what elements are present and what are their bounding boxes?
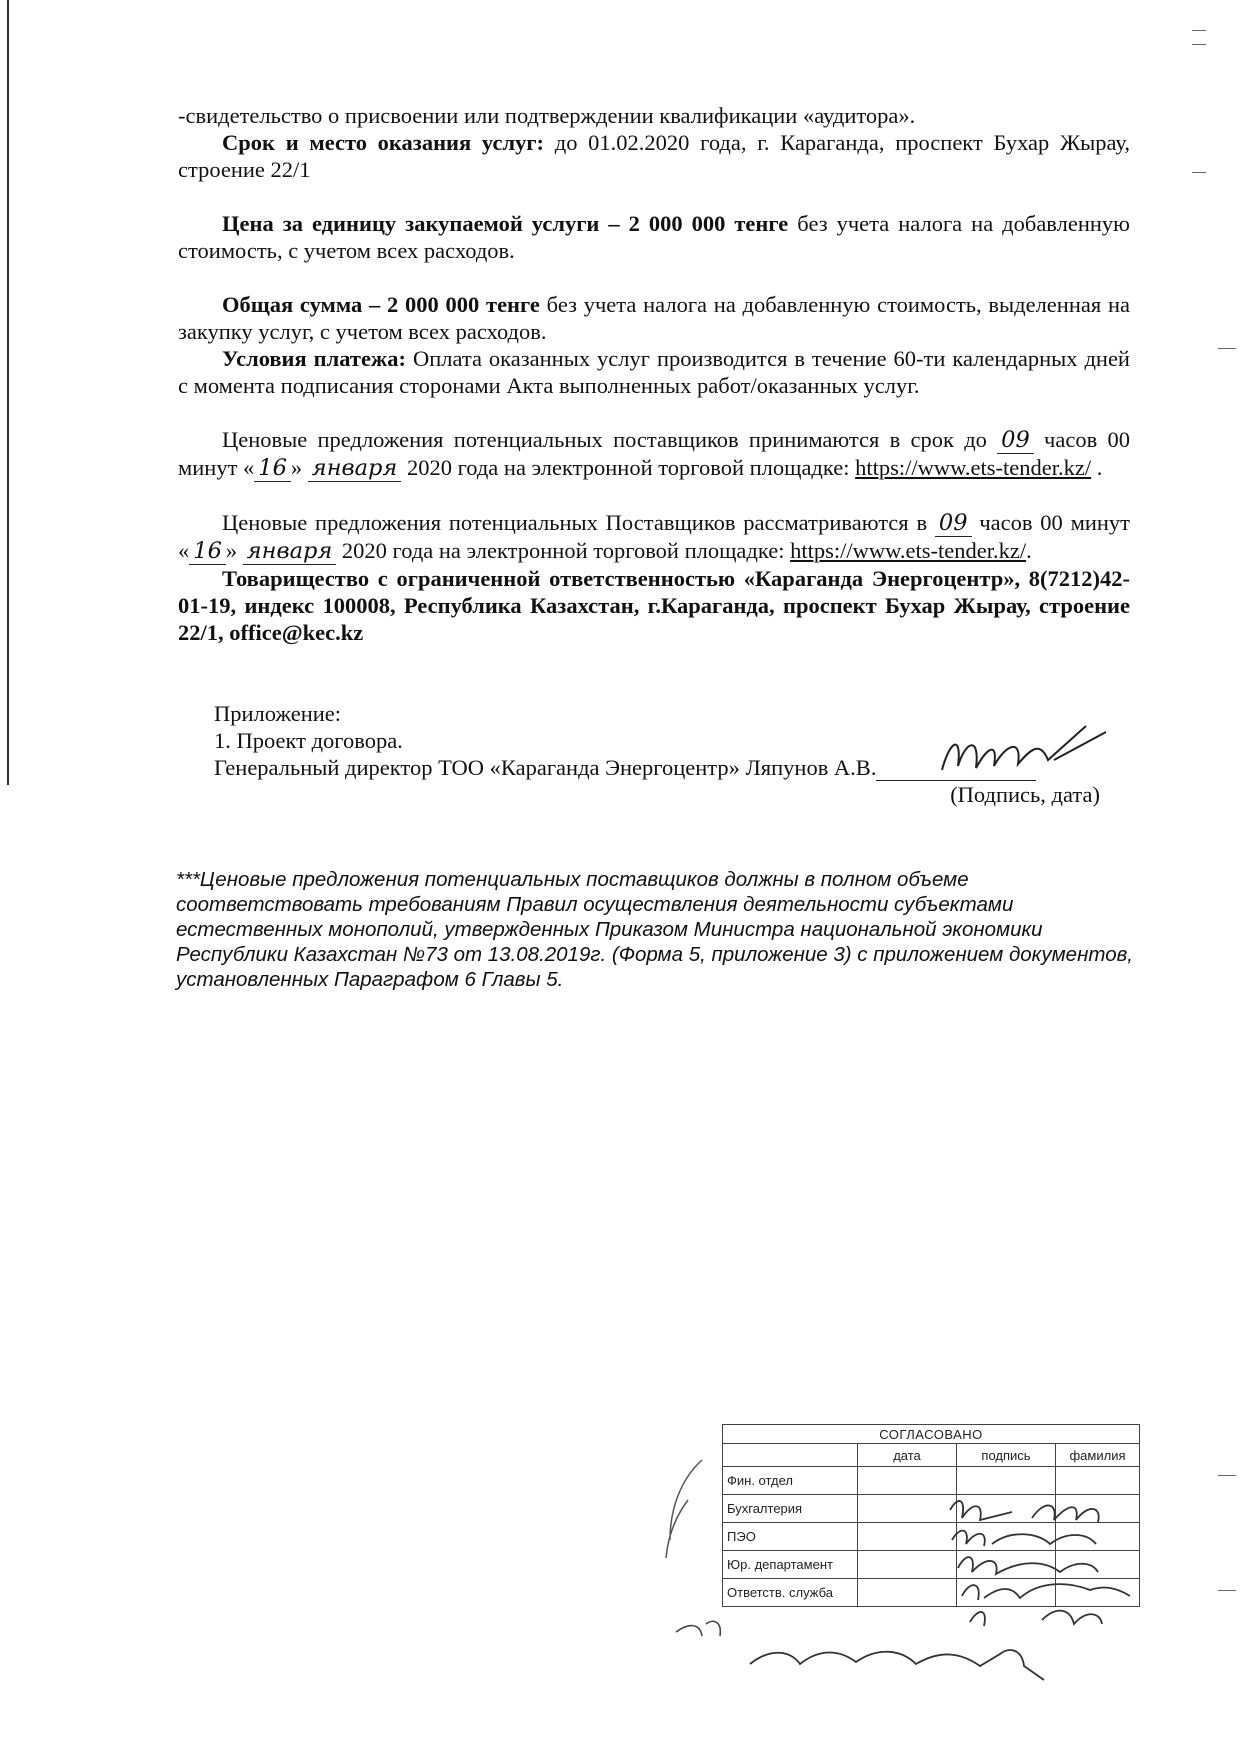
review-text: Ценовые предложения потенциальных Поставщиков рассматриваются в [222, 510, 935, 535]
paragraph-gap [178, 482, 1130, 509]
paragraph-gap [178, 183, 1130, 210]
appendix-item: 1. Проект договора. [214, 728, 403, 753]
department-cell: Фин. отдел [723, 1467, 858, 1495]
unit-price-text: без учета налога на добавленную стоимость, с учетом всех расходов. [178, 211, 1130, 263]
total-amount-label: Общая сумма – 2 000 000 тенге [222, 292, 540, 317]
paragraph-gap [178, 646, 1130, 673]
appendix-title: Приложение: [214, 701, 342, 726]
company-details: Товарищество с ограниченной ответственностью «Караганда Энергоцентр», 8(7212)42-01-19, индекс 100008, Республика Казахстан, г.Караганда, проспект Бухар Жырау, строение 22/1, office@kec.kz [178, 566, 1130, 645]
scan-margin-mark [1192, 30, 1206, 31]
scan-margin-mark [1218, 1475, 1236, 1476]
unit-price-paragraph [178, 210, 1130, 264]
department-cell: ПЭО [723, 1523, 858, 1551]
payment-terms-paragraph [178, 345, 1130, 399]
review-text: » [225, 538, 243, 563]
approval-col-signature: подпись [957, 1444, 1056, 1467]
footnote: ***Ценовые предложения потенциальных поставщиков должны в полном объеме соответствовать требованиям Правил осуществления деятельности субъектами естественных монополий, утвержденных Приказом Министра национальной экономики Республики Казахстан №73 от 13.08.2019г. (Форма 5, приложение 3) с приложением документов, установленных Параграфом 6 Главы 5. [176, 867, 1133, 991]
review-text: часов 00 минут « [178, 510, 1130, 563]
approval-col-surname: фамилия [1056, 1444, 1140, 1467]
acceptance-url-link[interactable]: https://www.ets-tender.kz/ [855, 455, 1092, 480]
scan-margin-mark [1218, 348, 1236, 349]
acceptance-hour-handwritten: 09 [997, 427, 1034, 454]
service-term-paragraph [178, 129, 1130, 183]
acceptance-month-handwritten: января [308, 455, 402, 482]
department-cell: Юр. департамент [723, 1551, 858, 1579]
unit-price-label: Цена за единицу закупаемой услуги – 2 000 000 тенге [222, 211, 789, 236]
acceptance-day-handwritten: 16 [254, 455, 291, 482]
signatory-name: Генеральный директор ТОО «Караганда Энергоцентр» Ляпунов А.В. [214, 755, 877, 780]
director-signature-scribble [936, 720, 1116, 792]
department-cell: Ответств. служба [723, 1579, 858, 1607]
review-month-handwritten: января [243, 538, 337, 565]
paragraph-gap [178, 673, 1130, 700]
scan-margin-mark [1218, 1590, 1236, 1591]
scan-margin-mark [1192, 44, 1206, 45]
signature-caption: (Подпись, дата) [950, 782, 1100, 807]
review-day-handwritten: 16 [189, 538, 226, 565]
payment-terms-text: Оплата оказанных услуг производится в течение 60-ти календарных дней с момента подписания сторонами Акта выполненных работ/оказанных услуг. [178, 346, 1130, 398]
scan-left-edge [7, 0, 9, 785]
payment-terms-label: Условия платежа: [222, 346, 406, 371]
acceptance-text: часов 00 минут « [178, 427, 1130, 480]
approval-signatures-scribble [640, 1440, 1140, 1710]
service-term-label: Срок и место оказания услуг: [222, 130, 545, 155]
department-cell: Бухгалтерия [723, 1495, 858, 1523]
total-amount-text: без учета налога на добавленную стоимость, выделенная на закупку услуг, с учетом всех расходов. [178, 292, 1130, 344]
document-body [178, 102, 1130, 808]
total-amount-paragraph [178, 291, 1130, 345]
paragraph-gap [178, 399, 1130, 426]
bid-acceptance-paragraph [178, 426, 1130, 482]
acceptance-text: Ценовые предложения потенциальных поставщиков принимаются в срок до [222, 427, 998, 452]
acceptance-text: 2020 года на электронной торговой площадке: [401, 455, 856, 480]
review-url-link[interactable]: https://www.ets-tender.kz/ [790, 538, 1027, 563]
review-hour-handwritten: 09 [935, 510, 972, 537]
acceptance-text: » [290, 455, 308, 480]
review-text: 2020 года на электронной торговой площадке: [336, 538, 791, 563]
bid-review-paragraph [178, 509, 1130, 565]
approval-col-date: дата [858, 1444, 957, 1467]
review-text: . [1026, 538, 1032, 563]
paragraph-gap [178, 264, 1130, 291]
service-term-text: до 01.02.2020 года, г. Караганда, проспект Бухар Жырау, строение 22/1 [178, 130, 1131, 182]
approval-title: СОГЛАСОВАНО [723, 1425, 1140, 1444]
scan-margin-mark [1192, 172, 1206, 173]
acceptance-text: . [1091, 455, 1103, 480]
cert-line: -свидетельство о присвоении или подтверждении квалификации «аудитора». [178, 103, 916, 128]
